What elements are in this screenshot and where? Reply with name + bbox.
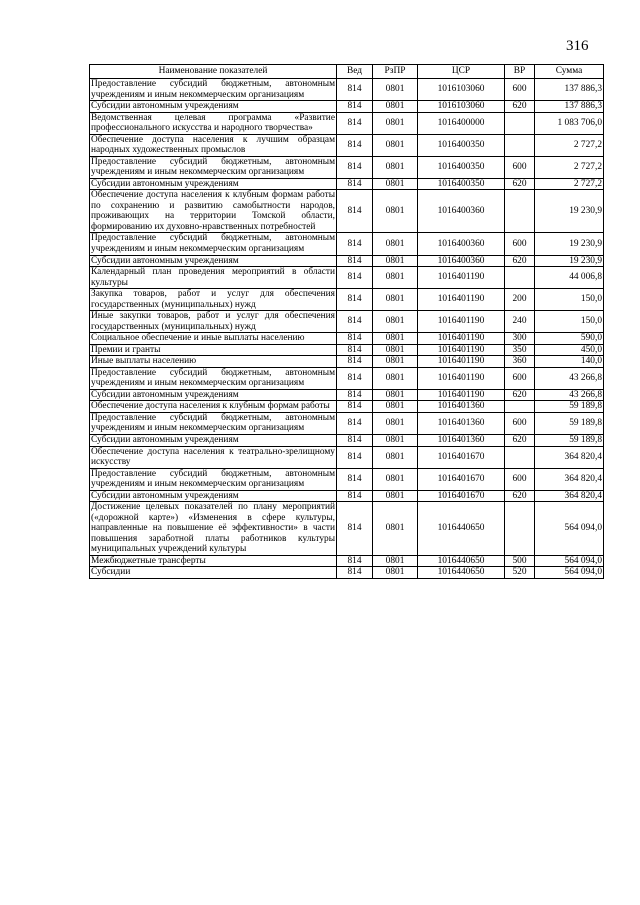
cell-vr: 500	[505, 555, 535, 567]
cell-rzpr: 0801	[373, 267, 418, 289]
cell-vr: 620	[505, 255, 535, 267]
cell-rzpr: 0801	[373, 333, 418, 345]
cell-name: Субсидии автономным учреждениям	[90, 389, 337, 401]
cell-ved: 814	[337, 289, 373, 311]
cell-name: Предоставление субсидий бюджетным, автономным учреждениям и иным некоммерческим организациям	[91, 79, 335, 100]
cell-rzpr: 0801	[373, 344, 418, 356]
cell-rzpr: 0801	[373, 389, 418, 401]
cell-name: Иные закупки товаров, работ и услуг для обеспечения государственных (муниципальных) нужд	[91, 311, 335, 332]
cell-name: Социальное обеспечение и иные выплаты населению	[90, 333, 337, 345]
cell-rzpr: 0801	[373, 101, 418, 113]
cell-sum: 590,0	[535, 333, 604, 345]
header-rzpr: РзПР	[373, 65, 418, 79]
table-row	[90, 389, 604, 401]
cell-ved: 814	[337, 412, 373, 434]
cell-name: Календарный план проведения мероприятий в области культуры	[91, 267, 335, 288]
cell-csr: 1016401670	[418, 446, 505, 468]
cell-vr: 600	[505, 468, 535, 490]
table-row	[90, 134, 604, 156]
cell-name: Субсидии автономным учреждениям	[90, 490, 337, 502]
cell-sum: 19 230,9	[535, 233, 604, 255]
cell-ved: 814	[337, 344, 373, 356]
cell-rzpr: 0801	[373, 134, 418, 156]
cell-ved: 814	[337, 134, 373, 156]
cell-name: Межбюджетные трансферты	[90, 555, 337, 567]
cell-rzpr: 0801	[373, 289, 418, 311]
cell-csr: 1016440650	[418, 502, 505, 556]
cell-name: Премии и гранты	[90, 344, 337, 356]
cell-rzpr: 0801	[373, 356, 418, 368]
cell-csr: 1016401190	[418, 389, 505, 401]
cell-csr: 1016401360	[418, 401, 505, 413]
cell-rzpr: 0801	[373, 112, 418, 134]
header-csr: ЦСР	[418, 65, 505, 79]
cell-name: Предоставление субсидий бюджетным, автономным учреждениям и иным некоммерческим организациям	[91, 412, 335, 434]
cell-rzpr: 0801	[373, 190, 418, 233]
cell-ved: 814	[337, 367, 373, 389]
cell-name: Субсидии автономным учреждениям	[90, 178, 337, 190]
table-body	[90, 79, 604, 579]
table-row	[90, 490, 604, 502]
cell-ved: 814	[337, 502, 373, 556]
cell-rzpr: 0801	[373, 178, 418, 190]
cell-ved: 814	[337, 233, 373, 255]
cell-ved: 814	[337, 446, 373, 468]
cell-name: Предоставление субсидий бюджетным, автономным учреждениям и иным некоммерческим организациям	[91, 233, 335, 254]
cell-name: Субсидии автономным учреждениям	[90, 435, 337, 447]
table-row	[90, 101, 604, 113]
table-row	[90, 401, 604, 413]
header-ved: Вед	[337, 65, 373, 79]
cell-csr: 1016400000	[418, 112, 505, 134]
cell-rzpr: 0801	[373, 435, 418, 447]
cell-ved: 814	[337, 156, 373, 178]
cell-vr	[505, 190, 535, 233]
cell-name: Обеспечение доступа населения к лучшим образцам народных художественных промыслов	[91, 134, 335, 156]
cell-csr: 1016401190	[418, 289, 505, 311]
cell-vr	[505, 401, 535, 413]
cell-sum: 450,0	[535, 344, 604, 356]
cell-name: Субсидии автономным учреждениям	[90, 255, 337, 267]
cell-sum: 2 727,2	[535, 134, 604, 156]
cell-csr: 1016440650	[418, 567, 505, 579]
cell-sum: 1 083 706,0	[535, 112, 604, 134]
table-row	[90, 435, 604, 447]
cell-ved: 814	[337, 112, 373, 134]
cell-vr: 350	[505, 344, 535, 356]
table-row	[90, 156, 604, 178]
cell-vr: 600	[505, 233, 535, 255]
cell-csr: 1016103060	[418, 79, 505, 101]
cell-vr: 620	[505, 435, 535, 447]
cell-ved: 814	[337, 333, 373, 345]
cell-sum: 2 727,2	[535, 156, 604, 178]
cell-name: Ведомственная целевая программа «Развитие профессионального искусства и народного творчества»	[91, 112, 335, 134]
cell-vr: 600	[505, 79, 535, 101]
cell-name: Предоставление субсидий бюджетным, автономным учреждениям и иным некоммерческим организациям	[91, 367, 335, 389]
cell-sum: 137 886,3	[535, 101, 604, 113]
table-row	[90, 267, 604, 289]
cell-rzpr: 0801	[373, 490, 418, 502]
cell-rzpr: 0801	[373, 446, 418, 468]
table-row	[90, 356, 604, 368]
cell-ved: 814	[337, 101, 373, 113]
table-row	[90, 190, 604, 233]
cell-csr: 1016401190	[418, 333, 505, 345]
page-number: 316	[566, 38, 589, 54]
table-row	[90, 446, 604, 468]
cell-sum: 59 189,8	[535, 401, 604, 413]
cell-ved: 814	[337, 267, 373, 289]
cell-ved: 814	[337, 311, 373, 333]
header-name: Наименование показателей	[90, 65, 337, 79]
table-row	[90, 311, 604, 333]
cell-name: Иные выплаты населению	[90, 356, 337, 368]
cell-ved: 814	[337, 401, 373, 413]
cell-ved: 814	[337, 567, 373, 579]
cell-csr: 1016103060	[418, 101, 505, 113]
cell-sum: 2 727,2	[535, 178, 604, 190]
table-row	[90, 468, 604, 490]
cell-vr: 600	[505, 412, 535, 434]
cell-sum: 150,0	[535, 311, 604, 333]
cell-vr	[505, 502, 535, 556]
table-row	[90, 367, 604, 389]
cell-sum: 564 094,0	[535, 567, 604, 579]
table-row	[90, 178, 604, 190]
cell-sum: 140,0	[535, 356, 604, 368]
header-vr: ВР	[505, 65, 535, 79]
cell-name: Субсидии автономным учреждениям	[90, 101, 337, 113]
cell-csr: 1016401360	[418, 435, 505, 447]
cell-vr: 360	[505, 356, 535, 368]
cell-ved: 814	[337, 178, 373, 190]
cell-rzpr: 0801	[373, 156, 418, 178]
cell-rzpr: 0801	[373, 412, 418, 434]
cell-vr: 200	[505, 289, 535, 311]
cell-vr: 620	[505, 178, 535, 190]
cell-vr: 600	[505, 156, 535, 178]
table-row	[90, 112, 604, 134]
cell-sum: 19 230,9	[535, 190, 604, 233]
budget-table	[89, 64, 604, 579]
cell-ved: 814	[337, 555, 373, 567]
cell-sum: 43 266,8	[535, 367, 604, 389]
cell-rzpr: 0801	[373, 555, 418, 567]
cell-vr: 520	[505, 567, 535, 579]
cell-rzpr: 0801	[373, 468, 418, 490]
cell-csr: 1016440650	[418, 555, 505, 567]
cell-csr: 1016401190	[418, 267, 505, 289]
cell-vr	[505, 134, 535, 156]
cell-csr: 1016401190	[418, 356, 505, 368]
cell-vr: 620	[505, 101, 535, 113]
table-row	[90, 289, 604, 311]
cell-name: Достижение целевых показателей по плану мероприятий («дорожной карте») «Изменения в сфере культуры, направленные на повышение её эффективности» в части повышения заработной платы работников культуры муниципальных учреждений культуры	[91, 502, 335, 555]
cell-rzpr: 0801	[373, 311, 418, 333]
cell-vr	[505, 446, 535, 468]
table-header-row	[90, 65, 604, 79]
cell-vr: 240	[505, 311, 535, 333]
cell-rzpr: 0801	[373, 255, 418, 267]
cell-csr: 1016400350	[418, 156, 505, 178]
cell-ved: 814	[337, 255, 373, 267]
cell-name: Обеспечение доступа населения к театрально-зрелищному искусству	[91, 446, 335, 468]
cell-ved: 814	[337, 435, 373, 447]
cell-sum: 59 189,8	[535, 412, 604, 434]
cell-sum: 364 820,4	[535, 446, 604, 468]
cell-ved: 814	[337, 79, 373, 101]
header-sum: Сумма	[535, 65, 604, 79]
cell-rzpr: 0801	[373, 567, 418, 579]
cell-vr	[505, 267, 535, 289]
cell-vr: 620	[505, 389, 535, 401]
table-row	[90, 555, 604, 567]
cell-ved: 814	[337, 356, 373, 368]
cell-sum: 150,0	[535, 289, 604, 311]
cell-sum: 364 820,4	[535, 468, 604, 490]
table-row	[90, 79, 604, 101]
cell-csr: 1016401190	[418, 344, 505, 356]
cell-rzpr: 0801	[373, 367, 418, 389]
table-row	[90, 412, 604, 434]
cell-rzpr: 0801	[373, 401, 418, 413]
cell-sum: 564 094,0	[535, 555, 604, 567]
table-row	[90, 502, 604, 556]
cell-csr: 1016400360	[418, 233, 505, 255]
cell-csr: 1016400350	[418, 134, 505, 156]
cell-csr: 1016400360	[418, 190, 505, 233]
cell-rzpr: 0801	[373, 233, 418, 255]
cell-ved: 814	[337, 389, 373, 401]
cell-name: Закупка товаров, работ и услуг для обеспечения государственных (муниципальных) нужд	[91, 289, 335, 310]
cell-name: Обеспечение доступа населения к клубным формам работы по сохранению и развитию самобытности народов, проживающих на территории Томской области, формированию их духовно-нравственных потребностей	[91, 190, 335, 232]
cell-csr: 1016400360	[418, 255, 505, 267]
cell-sum: 364 820,4	[535, 490, 604, 502]
table-row	[90, 233, 604, 255]
cell-ved: 814	[337, 490, 373, 502]
cell-name: Субсидии	[90, 567, 337, 579]
cell-ved: 814	[337, 190, 373, 233]
cell-sum: 59 189,8	[535, 435, 604, 447]
cell-vr: 300	[505, 333, 535, 345]
cell-csr: 1016401670	[418, 490, 505, 502]
cell-name: Предоставление субсидий бюджетным, автономным учреждениям и иным некоммерческим организациям	[91, 468, 335, 490]
table-row	[90, 567, 604, 579]
cell-sum: 19 230,9	[535, 255, 604, 267]
cell-name: Обеспечение доступа населения к клубным формам работы	[90, 401, 337, 413]
cell-sum: 137 886,3	[535, 79, 604, 101]
cell-sum: 44 006,8	[535, 267, 604, 289]
table-row	[90, 344, 604, 356]
cell-csr: 1016400350	[418, 178, 505, 190]
cell-vr: 620	[505, 490, 535, 502]
cell-vr	[505, 112, 535, 134]
cell-csr: 1016401190	[418, 367, 505, 389]
cell-sum: 564 094,0	[535, 502, 604, 556]
cell-rzpr: 0801	[373, 502, 418, 556]
cell-rzpr: 0801	[373, 79, 418, 101]
cell-sum: 43 266,8	[535, 389, 604, 401]
cell-csr: 1016401190	[418, 311, 505, 333]
cell-name: Предоставление субсидий бюджетным, автономным учреждениям и иным некоммерческим организациям	[91, 156, 335, 178]
cell-csr: 1016401360	[418, 412, 505, 434]
table-row	[90, 255, 604, 267]
cell-vr: 600	[505, 367, 535, 389]
table-row	[90, 333, 604, 345]
cell-ved: 814	[337, 468, 373, 490]
cell-csr: 1016401670	[418, 468, 505, 490]
